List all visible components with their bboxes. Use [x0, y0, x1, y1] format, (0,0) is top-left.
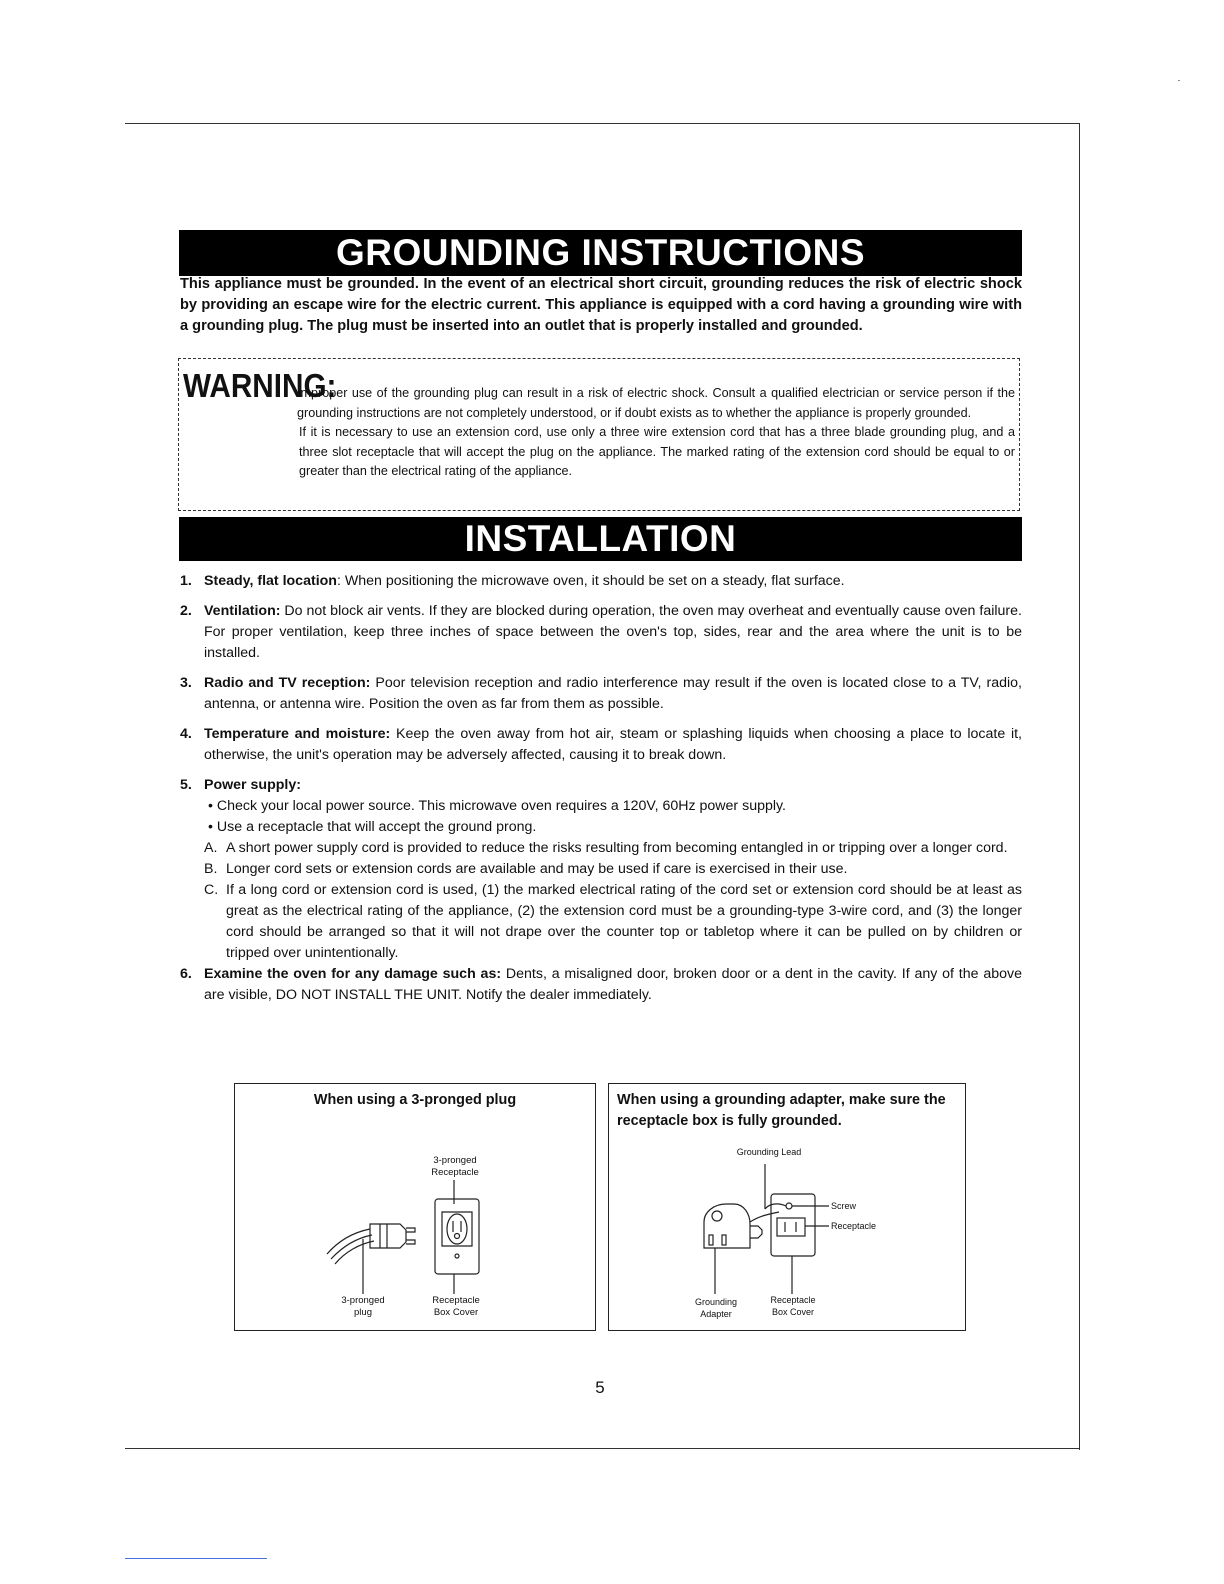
label-box-cover	[425, 1295, 487, 1319]
power-subitem	[204, 859, 1022, 880]
item-number: 6.	[180, 966, 192, 982]
figure-3-pronged-plug	[234, 1083, 596, 1331]
label-line: Adapter	[700, 1309, 732, 1319]
figure-title: When using a grounding adapter, make sure the receptacle box is fully grounded.	[617, 1092, 946, 1129]
list-item-power-supply	[180, 775, 1022, 964]
footer-line	[125, 1558, 267, 1559]
label-line: Receptacle	[432, 1295, 480, 1306]
page-frame-top	[125, 123, 1080, 124]
label-line: Box Cover	[433, 1307, 479, 1318]
scan-speck	[1178, 80, 1180, 81]
label-box-cover	[761, 1294, 825, 1318]
warning-text	[299, 384, 1015, 482]
label-line: Grounding	[694, 1297, 738, 1307]
grounding-heading: GROUNDING INSTRUCTIONS	[179, 230, 1022, 276]
item-number: 3.	[180, 675, 192, 691]
installation-list	[180, 571, 1022, 1015]
plug-prong	[406, 1228, 415, 1232]
label-grounding-lead: Grounding Lead	[736, 1147, 802, 1157]
power-bullet: • Use a receptacle that will accept the ground prong.	[208, 819, 537, 835]
item-label: Ventilation:	[204, 603, 281, 619]
power-subitem	[204, 838, 1022, 859]
item-text: Do not block air vents. If they are blocked during operation, the oven may overheat and eventually cause oven failure. For proper ventilation, keep three inches of space between the oven's top, sides, rear and the area where the unit is to be installed.	[204, 603, 1022, 661]
label-line: 3-pronged	[341, 1295, 385, 1306]
label-line: Box Cover	[771, 1307, 815, 1317]
page-frame-bottom	[125, 1448, 1080, 1449]
item-text: : When positioning the microwave oven, it should be set on a steady, flat surface.	[336, 573, 845, 589]
warning-paragraph-2: If it is necessary to use an extension cord, use only a three wire extension cord that has a three blade grounding plug, and a three slot receptacle that will accept the plug on the appliance. The marked rating of the extension cord should be equal to or greater than the electrical rating of the appliance.	[299, 425, 1015, 479]
label-line: 3-pronged	[433, 1155, 477, 1166]
item-number: 4.	[180, 726, 192, 742]
label-line: plug	[354, 1307, 372, 1318]
item-label: Steady, flat location	[204, 573, 337, 589]
power-subitem	[204, 880, 1022, 964]
grounding-intro: This appliance must be grounded. In the event of an electrical short circuit, grounding reduces the risk of electric shock by providing an escape wire for the electric current. This appliance is equipped with a cord having a grounding wire with a grounding plug. The plug must be inserted into an outlet that is properly installed and grounded.	[180, 276, 1022, 334]
subitem-text: Longer cord sets or extension cords are available and may be used if care is exercised in their use.	[226, 861, 848, 877]
subitem-text: If a long cord or extension cord is used, (1) the marked electrical rating of the cord set or extension cord should be at least as great as the electrical rating of the appliance, (2) the extension cord must be a grounding-type 3-wire cord, and (3) the longer cord should be arranged so that it will not drape over the counter top or tabletop where it can be pulled on by children or tripped over unintentionally.	[226, 882, 1022, 961]
receptacle-face	[447, 1214, 467, 1244]
list-item	[180, 724, 1022, 766]
list-item	[180, 964, 1022, 1006]
plug-illustration	[235, 1084, 597, 1332]
page-number: 5	[595, 1378, 605, 1397]
item-label: Radio and TV reception:	[204, 675, 371, 691]
item-text: Dents, a misaligned door, broken door or a dent in the cavity. If any of the above are visible, DO NOT INSTALL THE UNIT. Notify the dealer immediately.	[204, 966, 1022, 1003]
warning-box	[178, 358, 1020, 511]
label-receptacle: Receptacle	[831, 1221, 877, 1231]
item-number: 5.	[180, 777, 192, 793]
power-bullet: • Check your local power source. This microwave oven requires a 120V, 60Hz power supply.	[208, 798, 786, 814]
item-text: Poor television reception and radio interference may result if the oven is located close to a TV, radio, antenna, or antenna wire. Position the oven as far from them as possible.	[204, 675, 1022, 712]
page-frame-right	[1079, 123, 1080, 1450]
subitem-letter: C.	[204, 882, 219, 898]
item-number: 2.	[180, 603, 192, 619]
label-grounding-adapter	[681, 1296, 751, 1320]
warning-label: WARNING:	[183, 367, 337, 404]
figure-grounding-adapter	[608, 1083, 966, 1331]
item-label: Temperature and moisture:	[204, 726, 391, 742]
receptacle-face	[777, 1218, 805, 1236]
label-plug	[327, 1295, 399, 1319]
installation-heading: INSTALLATION	[179, 517, 1022, 561]
label-screw: Screw	[831, 1201, 857, 1211]
subitem-letter: B.	[204, 861, 218, 877]
screw	[786, 1203, 792, 1209]
label-line: Receptacle	[431, 1167, 479, 1178]
subitem-letter: A.	[204, 840, 218, 856]
item-number: 1.	[180, 573, 192, 589]
figure-title: When using a 3-pronged plug	[313, 1092, 517, 1108]
item-label: Power supply:	[204, 777, 301, 793]
subitem-text: A short power supply cord is provided to reduce the risks resulting from becoming entangled in or tripping over a longer cord.	[226, 840, 1008, 856]
item-label: Examine the oven for any damage such as:	[204, 966, 502, 982]
warning-paragraph-1: Improper use of the grounding plug can result in a risk of electric shock. Consult a qualified electrician or service person if the grounding instructions are not completely understood, or if doubt exists as to whether the appliance is properly grounded.	[297, 386, 1015, 420]
plug-body	[370, 1224, 406, 1248]
list-item	[180, 571, 1022, 592]
grounding-lead	[765, 1204, 786, 1209]
list-item	[180, 601, 1022, 664]
list-item	[180, 673, 1022, 715]
grounding-adapter	[704, 1204, 750, 1248]
item-text: Keep the oven away from hot air, steam or splashing liquids when choosing a place to locate it, otherwise, the unit's operation may be adversely affected, causing it to break down.	[204, 726, 1022, 763]
label-line: Receptacle	[770, 1295, 816, 1305]
label-receptacle-top	[423, 1155, 487, 1179]
